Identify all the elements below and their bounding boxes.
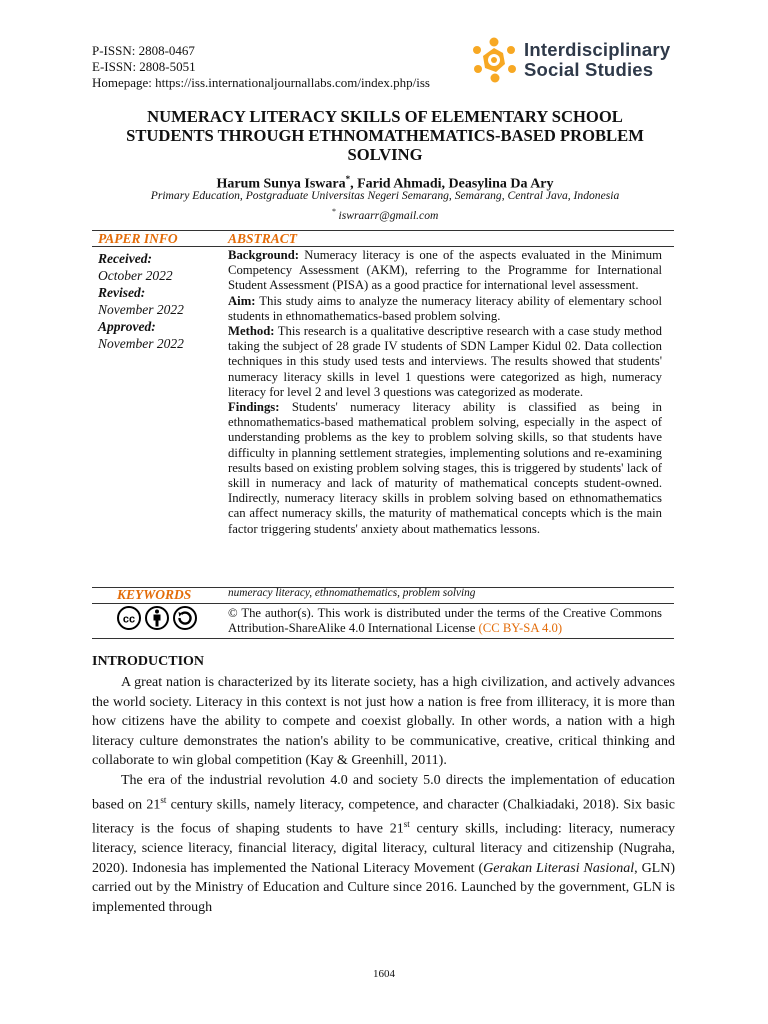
abstract-findings — [228, 400, 662, 537]
p2-superscript-2: st — [403, 818, 410, 829]
header-rule — [92, 246, 674, 247]
share-alike-icon — [174, 607, 196, 629]
received-date: October 2022 — [98, 268, 173, 283]
keywords-heading: KEYWORDS — [117, 587, 192, 602]
svg-text:cc: cc — [122, 613, 136, 626]
method-text: This research is a qualitative descriptive research with a case study method taking the subject of 28 grade IV students of SDN Lamper Kidul 02. Data collection techniques in this study used tests and interviews. The results showed that students' numeracy literacy skills in level 1 questions were categorized as high, numeracy literacy for level 2 and level 3 questions was categorized as moderate. — [228, 324, 662, 399]
background-text: Numeracy literacy is one of the aspects evaluated in the Minimum Competency Assessment (AKM), referring to the Programme for International Student Assessment (PISA) as a good practice for international level assessment. — [228, 248, 662, 293]
license-statement: © The author(s). This work is distributed under the terms of the Creative Commons Attribution-ShareAlike 4.0 International License — [228, 606, 662, 636]
method-label: Method: — [228, 324, 275, 339]
table-top-rule — [92, 230, 674, 231]
affiliation: Primary Education, Postgraduate Universitas Negeri Semarang, Semarang, Central Java, Indonesia — [150, 189, 620, 202]
abstract-heading: ABSTRACT — [228, 231, 298, 246]
abstract-aim — [228, 294, 662, 324]
revised-date: November 2022 — [98, 302, 184, 317]
paper-info — [98, 250, 216, 352]
p2-part-b: century skills, namely literacy, competence, and character (Chalkiadaki, 2018). Six basic literacy is the focus of shaping students to have 21 — [92, 797, 675, 837]
introduction-body — [92, 673, 675, 917]
corresponding-email — [90, 205, 680, 223]
author-1-mark: * — [345, 174, 351, 184]
p-issn: P-ISSN: 2808-0467 — [92, 43, 195, 58]
title-line-2: STUDENTS THROUGH ETHNOMATHEMATICS-BASED PROBLEM — [126, 126, 644, 145]
page-number: 1604 — [373, 968, 395, 980]
keywords-text: numeracy literacy, ethnomathematics, problem solving — [228, 587, 476, 599]
aim-text: This study aims to analyze the numeracy literacy ability of elementary school students in ethnomathematics-based problem solving. — [228, 293, 662, 323]
homepage-link[interactable]: Homepage: https://iss.internationaljournallabs.com/index.php/iss — [92, 75, 430, 90]
p2-italic-term: Gerakan Literasi Nasional — [483, 860, 635, 876]
gear-people-icon — [470, 36, 520, 84]
approved-label: Approved: — [98, 319, 156, 334]
p2-part-d: , GLN) carried out by the Ministry of Education and Culture since 2016. Launched by the government, GLN is implemented through — [92, 860, 675, 915]
aim-label: Aim: — [228, 293, 256, 308]
logo-line-1: Interdisciplinary — [524, 39, 671, 60]
abstract-body — [228, 248, 662, 537]
intro-paragraph-1: A great nation is characterized by its literate society, has a high civilization, and actively advances the world society. Literacy in this context is not just how a nation is free from illiteracy, it is more than how citizens have the ability to compete and coexist globally. In other words, a nation with a high literacy culture demonstrates the nation's ability to be communicative, creative, critical thinking and collaborate to win global competition (Kay & Greenhill, 2011). — [92, 675, 675, 769]
license-text — [228, 606, 662, 636]
intro-paragraph-2 — [92, 771, 675, 917]
authors-rest: , Farid Ahmadi, Deasylina Da Ary — [350, 176, 554, 192]
logo-line-2: Social Studies — [524, 59, 654, 80]
abstract-method — [228, 324, 662, 400]
e-issn: E-ISSN: 2808-5051 — [92, 59, 196, 74]
title-line-1: NUMERACY LITERACY SKILLS OF ELEMENTARY SCHOOL — [147, 107, 623, 126]
paper-title — [90, 107, 680, 164]
abstract-background — [228, 248, 662, 294]
p2-part-c: century skills, including: literacy, numeracy literacy, science literacy, financial literacy, digital literacy, cultural literacy and citizenship (Nugraha, 2020). Indonesia has implemented the National Literacy Movement ( — [92, 821, 675, 876]
attribution-icon — [146, 607, 168, 629]
received-label: Received: — [98, 251, 152, 266]
cc-icon — [118, 607, 140, 629]
background-label: Background: — [228, 248, 299, 262]
p2-superscript-1: st — [160, 794, 167, 805]
keywords-bottom-rule — [92, 603, 674, 604]
author-1: Harum Sunya Iswara — [216, 176, 346, 192]
table-bottom-rule — [92, 638, 674, 639]
findings-label: Findings: — [228, 400, 280, 415]
p2-part-a: The era of the industrial revolution 4.0 and society 5.0 directs the implementation of education based on 21 — [92, 772, 675, 813]
findings-text: Students' numeracy literacy ability is classified as being in ethnomathematics-based mathematical problem solving, especially in the aspect of understanding problems as the key to problem solving skills, so that students have difficulty in planning settlement strategies, implementing solutions and re-examining results based on existing problem solving stages, this is triggered by students' lack of skill in numeracy and lack of maturity of mathematical concepts student-owned. Indirectly, numeracy literacy skills in problem solving based on ethnomathematics can affect numeracy skills, the maturity of mathematical concepts which is the main factor triggering students' anxiety about mathematics lessons. — [228, 400, 662, 536]
journal-logo — [470, 36, 680, 84]
email-address[interactable]: iswraarr@gmail.com — [335, 208, 439, 222]
approved-date: November 2022 — [98, 336, 184, 351]
revised-label: Revised: — [98, 285, 146, 300]
paper-info-heading: PAPER INFO — [98, 231, 178, 246]
cc-by-sa-badge — [116, 605, 198, 636]
license-link[interactable]: (CC BY-SA 4.0) — [478, 621, 563, 636]
email-mark: * — [331, 207, 336, 216]
title-line-3: SOLVING — [347, 145, 423, 164]
introduction-heading: INTRODUCTION — [92, 654, 205, 669]
